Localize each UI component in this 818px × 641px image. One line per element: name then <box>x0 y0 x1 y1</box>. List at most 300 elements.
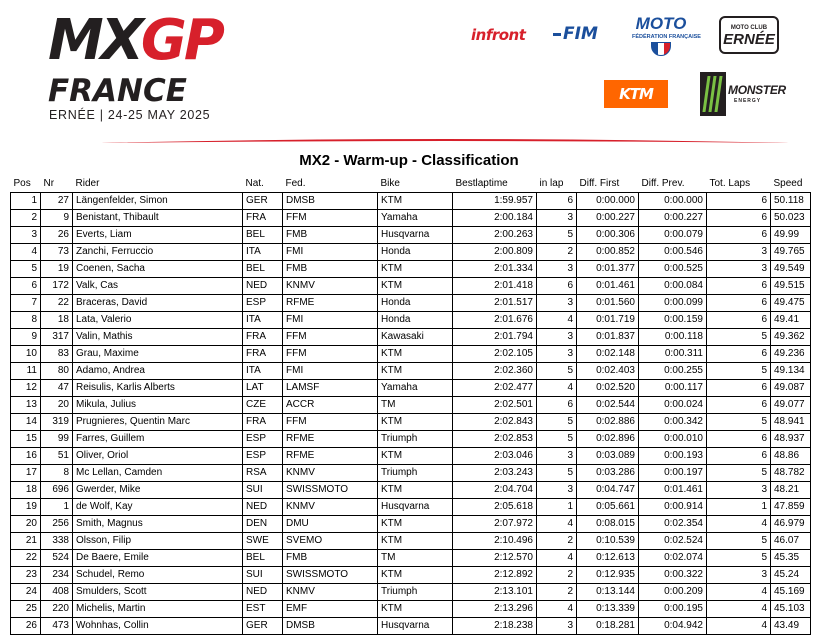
cell-rider: Lata, Valerio <box>73 311 243 328</box>
cell-bike: Husqvarna <box>378 498 453 515</box>
cell-pos: 9 <box>11 328 41 345</box>
cell-fed: DMU <box>283 515 378 532</box>
cell-nat: NED <box>243 277 283 294</box>
cell-fed: SWISSMOTO <box>283 481 378 498</box>
cell-in-lap: 4 <box>537 379 577 396</box>
ffm-logo-subtext: FÉDÉRATION FRANÇAISE <box>632 34 701 40</box>
cell-in-lap: 4 <box>537 311 577 328</box>
cell-diff-first: 0:02.520 <box>577 379 639 396</box>
cell-in-lap: 5 <box>537 362 577 379</box>
event-country: FRANCE <box>48 73 187 109</box>
cell-in-lap: 5 <box>537 413 577 430</box>
cell-bestlaptime: 2:02.501 <box>453 396 537 413</box>
cell-nat: SUI <box>243 566 283 583</box>
cell-diff-prev: 0:00.546 <box>639 243 707 260</box>
cell-nat: FRA <box>243 413 283 430</box>
cell-rider: Braceras, David <box>73 294 243 311</box>
cell-speed: 49.515 <box>771 277 811 294</box>
ffm-shield-icon <box>651 42 671 56</box>
cell-pos: 6 <box>11 277 41 294</box>
table-row <box>11 311 811 328</box>
cell-bestlaptime: 2:02.853 <box>453 430 537 447</box>
table-row <box>11 396 811 413</box>
cell-nr: 19 <box>41 260 73 277</box>
cell-in-lap: 4 <box>537 549 577 566</box>
cell-pos: 7 <box>11 294 41 311</box>
cell-speed: 49.236 <box>771 345 811 362</box>
cell-bestlaptime: 2:00.809 <box>453 243 537 260</box>
cell-in-lap: 3 <box>537 447 577 464</box>
cell-diff-first: 0:05.661 <box>577 498 639 515</box>
cell-pos: 11 <box>11 362 41 379</box>
cell-diff-first: 0:02.544 <box>577 396 639 413</box>
cell-diff-first: 0:02.886 <box>577 413 639 430</box>
cell-in-lap: 3 <box>537 345 577 362</box>
cell-fed: FMB <box>283 549 378 566</box>
cell-diff-prev: 0:02.354 <box>639 515 707 532</box>
cell-bike: KTM <box>378 515 453 532</box>
cell-diff-first: 0:12.935 <box>577 566 639 583</box>
cell-in-lap: 3 <box>537 260 577 277</box>
cell-diff-first: 0:01.837 <box>577 328 639 345</box>
column-header-nr: Nr <box>41 176 73 192</box>
cell-bestlaptime: 2:07.972 <box>453 515 537 532</box>
cell-in-lap: 4 <box>537 515 577 532</box>
cell-nr: 27 <box>41 192 73 209</box>
cell-diff-prev: 0:00.099 <box>639 294 707 311</box>
cell-tot-laps: 6 <box>707 192 771 209</box>
table-row <box>11 260 811 277</box>
cell-nat: FRA <box>243 328 283 345</box>
cell-tot-laps: 6 <box>707 226 771 243</box>
cell-diff-prev: 0:00.193 <box>639 447 707 464</box>
cell-bike: KTM <box>378 362 453 379</box>
cell-nat: SWE <box>243 532 283 549</box>
cell-in-lap: 6 <box>537 396 577 413</box>
cell-tot-laps: 3 <box>707 481 771 498</box>
cell-in-lap: 3 <box>537 481 577 498</box>
cell-pos: 12 <box>11 379 41 396</box>
cell-diff-first: 0:02.403 <box>577 362 639 379</box>
cell-fed: ACCR <box>283 396 378 413</box>
column-header-tot-laps: Tot. Laps <box>707 176 771 192</box>
cell-bestlaptime: 2:02.843 <box>453 413 537 430</box>
cell-pos: 2 <box>11 209 41 226</box>
cell-rider: Coenen, Sacha <box>73 260 243 277</box>
cell-nr: 338 <box>41 532 73 549</box>
cell-bike: KTM <box>378 481 453 498</box>
cell-in-lap: 3 <box>537 209 577 226</box>
table-body <box>11 192 811 634</box>
cell-nr: 319 <box>41 413 73 430</box>
cell-rider: Smulders, Scott <box>73 583 243 600</box>
cell-tot-laps: 6 <box>707 294 771 311</box>
cell-tot-laps: 4 <box>707 617 771 634</box>
table-row <box>11 345 811 362</box>
cell-in-lap: 6 <box>537 277 577 294</box>
cell-rider: de Wolf, Kay <box>73 498 243 515</box>
cell-diff-prev: 0:00.197 <box>639 464 707 481</box>
cell-speed: 49.99 <box>771 226 811 243</box>
event-location-dates: ERNÉE | 24-25 MAY 2025 <box>49 108 211 122</box>
cell-bike: KTM <box>378 532 453 549</box>
cell-fed: DMSB <box>283 617 378 634</box>
cell-diff-first: 0:00.306 <box>577 226 639 243</box>
cell-tot-laps: 3 <box>707 566 771 583</box>
cell-bestlaptime: 2:12.570 <box>453 549 537 566</box>
cell-in-lap: 5 <box>537 226 577 243</box>
cell-tot-laps: 6 <box>707 345 771 362</box>
cell-bestlaptime: 2:02.477 <box>453 379 537 396</box>
cell-tot-laps: 6 <box>707 209 771 226</box>
cell-nr: 524 <box>41 549 73 566</box>
cell-speed: 50.023 <box>771 209 811 226</box>
cell-diff-first: 0:00.852 <box>577 243 639 260</box>
table-row <box>11 362 811 379</box>
cell-nr: 47 <box>41 379 73 396</box>
cell-speed: 49.134 <box>771 362 811 379</box>
cell-bestlaptime: 2:01.334 <box>453 260 537 277</box>
red-swoosh-divider <box>100 137 790 145</box>
cell-in-lap: 2 <box>537 583 577 600</box>
cell-bike: Triumph <box>378 583 453 600</box>
cell-nat: ITA <box>243 243 283 260</box>
cell-bestlaptime: 2:01.517 <box>453 294 537 311</box>
cell-bike: Husqvarna <box>378 226 453 243</box>
cell-diff-prev: 0:02.524 <box>639 532 707 549</box>
cell-bike: Yamaha <box>378 379 453 396</box>
cell-speed: 48.86 <box>771 447 811 464</box>
cell-diff-prev: 0:00.322 <box>639 566 707 583</box>
cell-in-lap: 3 <box>537 294 577 311</box>
fim-logo <box>553 24 598 44</box>
cell-pos: 10 <box>11 345 41 362</box>
cell-nr: 9 <box>41 209 73 226</box>
cell-bestlaptime: 2:03.046 <box>453 447 537 464</box>
cell-tot-laps: 5 <box>707 413 771 430</box>
fim-logo-text: FIM <box>563 24 598 44</box>
cell-speed: 46.07 <box>771 532 811 549</box>
cell-rider: De Baere, Emile <box>73 549 243 566</box>
cell-bestlaptime: 2:13.296 <box>453 600 537 617</box>
cell-tot-laps: 6 <box>707 379 771 396</box>
cell-fed: KNMV <box>283 498 378 515</box>
cell-rider: Benistant, Thibault <box>73 209 243 226</box>
table-row <box>11 447 811 464</box>
cell-tot-laps: 5 <box>707 362 771 379</box>
cell-nr: 408 <box>41 583 73 600</box>
cell-rider: Prugnieres, Quentin Marc <box>73 413 243 430</box>
column-header-rider: Rider <box>73 176 243 192</box>
table-row <box>11 600 811 617</box>
cell-diff-prev: 0:00.084 <box>639 277 707 294</box>
cell-nr: 1 <box>41 498 73 515</box>
cell-nr: 20 <box>41 396 73 413</box>
cell-speed: 45.169 <box>771 583 811 600</box>
cell-diff-prev: 0:00.311 <box>639 345 707 362</box>
classification-title: MX2 - Warm-up - Classification <box>299 152 519 169</box>
cell-bike: Husqvarna <box>378 617 453 634</box>
cell-diff-prev: 0:00.000 <box>639 192 707 209</box>
cell-fed: DMSB <box>283 192 378 209</box>
cell-pos: 16 <box>11 447 41 464</box>
mxgp-logo <box>48 10 268 72</box>
cell-nat: NED <box>243 498 283 515</box>
cell-bike: Kawasaki <box>378 328 453 345</box>
cell-rider: Mc Lellan, Camden <box>73 464 243 481</box>
cell-speed: 49.087 <box>771 379 811 396</box>
ernee-club-subtext: MOTO CLUB <box>730 25 768 31</box>
cell-nat: NED <box>243 583 283 600</box>
cell-diff-first: 0:02.896 <box>577 430 639 447</box>
cell-bike: Yamaha <box>378 209 453 226</box>
cell-speed: 49.362 <box>771 328 811 345</box>
table-row <box>11 243 811 260</box>
cell-pos: 22 <box>11 549 41 566</box>
cell-fed: FMI <box>283 243 378 260</box>
column-header-in-lap: in lap <box>537 176 577 192</box>
cell-pos: 18 <box>11 481 41 498</box>
cell-nat: BEL <box>243 549 283 566</box>
cell-bestlaptime: 1:59.957 <box>453 192 537 209</box>
column-header-diff-first: Diff. First <box>577 176 639 192</box>
cell-diff-first: 0:02.148 <box>577 345 639 362</box>
cell-rider: Michelis, Martin <box>73 600 243 617</box>
cell-bestlaptime: 2:05.618 <box>453 498 537 515</box>
cell-tot-laps: 4 <box>707 600 771 617</box>
cell-nr: 18 <box>41 311 73 328</box>
ffm-logo-text: MOTO <box>635 14 687 33</box>
cell-nr: 8 <box>41 464 73 481</box>
cell-in-lap: 3 <box>537 617 577 634</box>
cell-diff-prev: 0:00.079 <box>639 226 707 243</box>
column-header-bike: Bike <box>378 176 453 192</box>
cell-diff-first: 0:01.461 <box>577 277 639 294</box>
cell-bestlaptime: 2:02.360 <box>453 362 537 379</box>
cell-pos: 4 <box>11 243 41 260</box>
cell-fed: FMI <box>283 362 378 379</box>
cell-diff-first: 0:04.747 <box>577 481 639 498</box>
column-header-fed: Fed. <box>283 176 378 192</box>
cell-pos: 14 <box>11 413 41 430</box>
cell-nat: DEN <box>243 515 283 532</box>
cell-bike: TM <box>378 549 453 566</box>
cell-bestlaptime: 2:12.892 <box>453 566 537 583</box>
cell-bestlaptime: 2:18.238 <box>453 617 537 634</box>
cell-nr: 317 <box>41 328 73 345</box>
column-header-pos: Pos <box>11 176 41 192</box>
cell-pos: 26 <box>11 617 41 634</box>
cell-fed: FMB <box>283 226 378 243</box>
cell-fed: SVEMO <box>283 532 378 549</box>
table-row <box>11 566 811 583</box>
cell-diff-prev: 0:00.117 <box>639 379 707 396</box>
cell-nr: 99 <box>41 430 73 447</box>
cell-pos: 21 <box>11 532 41 549</box>
cell-speed: 45.35 <box>771 549 811 566</box>
cell-diff-prev: 0:00.010 <box>639 430 707 447</box>
cell-speed: 45.103 <box>771 600 811 617</box>
cell-nr: 83 <box>41 345 73 362</box>
cell-rider: Valk, Cas <box>73 277 243 294</box>
table-row <box>11 430 811 447</box>
cell-bestlaptime: 2:02.105 <box>453 345 537 362</box>
table-row <box>11 583 811 600</box>
cell-diff-prev: 0:00.525 <box>639 260 707 277</box>
cell-nat: BEL <box>243 226 283 243</box>
cell-diff-first: 0:00.227 <box>577 209 639 226</box>
cell-nr: 26 <box>41 226 73 243</box>
cell-pos: 13 <box>11 396 41 413</box>
cell-diff-first: 0:13.339 <box>577 600 639 617</box>
cell-in-lap: 5 <box>537 464 577 481</box>
cell-fed: KNMV <box>283 277 378 294</box>
cell-nr: 234 <box>41 566 73 583</box>
column-header-speed: Speed <box>771 176 811 192</box>
cell-tot-laps: 6 <box>707 311 771 328</box>
cell-in-lap: 6 <box>537 192 577 209</box>
cell-in-lap: 3 <box>537 328 577 345</box>
cell-in-lap: 1 <box>537 498 577 515</box>
table-row <box>11 532 811 549</box>
cell-nr: 220 <box>41 600 73 617</box>
cell-rider: Valin, Mathis <box>73 328 243 345</box>
cell-nr: 22 <box>41 294 73 311</box>
cell-nr: 172 <box>41 277 73 294</box>
table-row <box>11 294 811 311</box>
cell-speed: 49.765 <box>771 243 811 260</box>
cell-pos: 23 <box>11 566 41 583</box>
cell-nat: BEL <box>243 260 283 277</box>
monster-logo-tagline: ENERGY <box>734 98 762 104</box>
cell-tot-laps: 4 <box>707 515 771 532</box>
cell-tot-laps: 6 <box>707 447 771 464</box>
cell-diff-prev: 0:00.227 <box>639 209 707 226</box>
cell-fed: SWISSMOTO <box>283 566 378 583</box>
table-header-row <box>11 176 811 192</box>
cell-fed: LAMSF <box>283 379 378 396</box>
cell-nat: RSA <box>243 464 283 481</box>
cell-fed: EMF <box>283 600 378 617</box>
cell-diff-prev: 0:00.024 <box>639 396 707 413</box>
cell-diff-first: 0:12.613 <box>577 549 639 566</box>
logo-mx: MX <box>48 8 141 73</box>
cell-diff-first: 0:03.286 <box>577 464 639 481</box>
cell-pos: 15 <box>11 430 41 447</box>
cell-diff-first: 0:00.000 <box>577 192 639 209</box>
cell-diff-first: 0:01.377 <box>577 260 639 277</box>
cell-speed: 45.24 <box>771 566 811 583</box>
cell-in-lap: 2 <box>537 243 577 260</box>
cell-nr: 473 <box>41 617 73 634</box>
cell-diff-first: 0:01.560 <box>577 294 639 311</box>
cell-fed: RFME <box>283 294 378 311</box>
cell-bike: KTM <box>378 260 453 277</box>
cell-rider: Zanchi, Ferruccio <box>73 243 243 260</box>
cell-fed: FFM <box>283 345 378 362</box>
cell-fed: KNMV <box>283 464 378 481</box>
table-row <box>11 515 811 532</box>
cell-diff-prev: 0:00.195 <box>639 600 707 617</box>
cell-pos: 19 <box>11 498 41 515</box>
cell-bike: KTM <box>378 600 453 617</box>
table-row <box>11 379 811 396</box>
cell-pos: 25 <box>11 600 41 617</box>
cell-bike: Honda <box>378 294 453 311</box>
cell-tot-laps: 5 <box>707 549 771 566</box>
cell-bestlaptime: 2:00.184 <box>453 209 537 226</box>
cell-tot-laps: 5 <box>707 328 771 345</box>
logo-gp: GP <box>140 8 222 73</box>
ktm-logo: KTM <box>604 80 668 108</box>
cell-rider: Reisulis, Karlis Alberts <box>73 379 243 396</box>
cell-nat: ESP <box>243 447 283 464</box>
table-row <box>11 413 811 430</box>
cell-in-lap: 2 <box>537 532 577 549</box>
cell-pos: 5 <box>11 260 41 277</box>
cell-diff-first: 0:18.281 <box>577 617 639 634</box>
cell-bike: KTM <box>378 566 453 583</box>
cell-bestlaptime: 2:03.243 <box>453 464 537 481</box>
cell-speed: 48.21 <box>771 481 811 498</box>
cell-bike: Triumph <box>378 430 453 447</box>
cell-speed: 49.475 <box>771 294 811 311</box>
cell-nat: SUI <box>243 481 283 498</box>
cell-bestlaptime: 2:10.496 <box>453 532 537 549</box>
cell-rider: Längenfelder, Simon <box>73 192 243 209</box>
cell-diff-first: 0:01.719 <box>577 311 639 328</box>
cell-bestlaptime: 2:04.704 <box>453 481 537 498</box>
cell-pos: 24 <box>11 583 41 600</box>
cell-nat: FRA <box>243 209 283 226</box>
table-row <box>11 328 811 345</box>
cell-in-lap: 2 <box>537 566 577 583</box>
cell-bike: KTM <box>378 447 453 464</box>
cell-diff-prev: 0:00.342 <box>639 413 707 430</box>
cell-pos: 17 <box>11 464 41 481</box>
cell-bike: KTM <box>378 413 453 430</box>
cell-tot-laps: 5 <box>707 464 771 481</box>
table-row <box>11 209 811 226</box>
cell-bestlaptime: 2:00.263 <box>453 226 537 243</box>
ffm-logo <box>632 14 701 62</box>
cell-speed: 46.979 <box>771 515 811 532</box>
cell-tot-laps: 6 <box>707 430 771 447</box>
cell-fed: RFME <box>283 447 378 464</box>
cell-fed: FMB <box>283 260 378 277</box>
table-row <box>11 481 811 498</box>
cell-fed: FFM <box>283 413 378 430</box>
column-header-bestlaptime: Bestlaptime <box>453 176 537 192</box>
monster-energy-logo <box>698 70 786 118</box>
cell-pos: 3 <box>11 226 41 243</box>
cell-tot-laps: 3 <box>707 243 771 260</box>
cell-nr: 696 <box>41 481 73 498</box>
cell-tot-laps: 4 <box>707 583 771 600</box>
table-row <box>11 277 811 294</box>
cell-diff-first: 0:10.539 <box>577 532 639 549</box>
table-row <box>11 192 811 209</box>
cell-fed: FFM <box>283 209 378 226</box>
cell-tot-laps: 6 <box>707 396 771 413</box>
column-header-diff-prev: Diff. Prev. <box>639 176 707 192</box>
cell-bike: KTM <box>378 192 453 209</box>
ernee-club-logo <box>719 16 779 54</box>
cell-speed: 48.937 <box>771 430 811 447</box>
cell-fed: FFM <box>283 328 378 345</box>
cell-fed: FMI <box>283 311 378 328</box>
cell-nat: ITA <box>243 311 283 328</box>
